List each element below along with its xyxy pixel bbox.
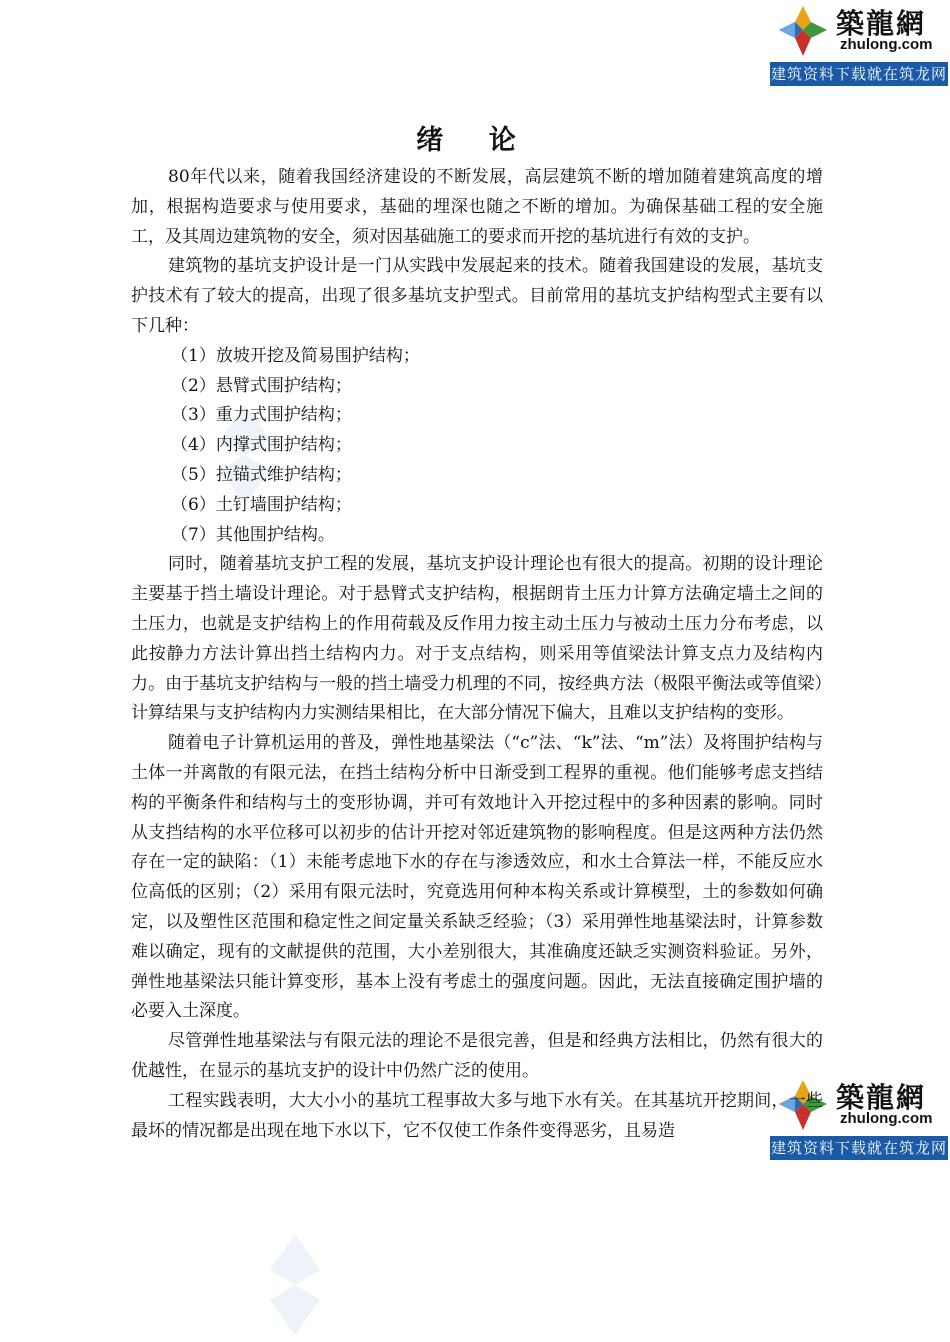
page-title: 绪 论: [416, 125, 534, 156]
document-body: [131, 163, 823, 1146]
paragraph: 80年代以来，随着我国经济建设的不断发展，高层建筑不断的增加随着建筑高度的增加，根据构造要求与使用要求，基础的埋深也随之不断的增加。为确保基础工程的安全施工，及其周边建筑物的安全，须对因基础施工的要求而开挖的基坑进行有效的支护。: [131, 167, 823, 247]
list-item: （7）其他围护结构。: [171, 524, 335, 545]
list-item: （1）放坡开挖及简易围护结构；: [171, 345, 420, 366]
list-item: （5）拉锚式维护结构；: [171, 464, 352, 485]
paragraph: 工程实践表明，大大小小的基坑工程事故大多与地下水有关。在其基坑开挖期间，一些最坏的情况都是出现在地下水以下，它不仅使工作条件变得恶劣，且易造: [131, 1090, 823, 1141]
list-item: （4）内撑式围护结构；: [171, 435, 352, 456]
watermark-logo: [240, 1230, 350, 1340]
zhulong-logo-top[interactable]: [770, 0, 948, 88]
list-item: （6）土钉墙围护结构；: [171, 494, 352, 515]
paragraph: 随着电子计算机运用的普及，弹性地基梁法（“c”法、“k”法、“m”法）及将围护结构与土体一并离散的有限元法，在挡土结构分析中日渐受到工程界的重视。他们能够考虑支挡结构的平衡条件和结构与土的变形协调，并可有效地计入开挖过程中的多种因素的影响。同时从支挡结构的水平位移可以初步的估计开挖对邻近建筑物的影响程度。但是这两种方法仍然存在一定的缺陷：（1）未能考虑地下水的存在与渗透效应，和水土合算法一样，不能反应水位高低的区别；（2）采用有限元法时，究竟选用何种本构关系或计算模型，土的参数如何确定，以及塑性区范围和稳定性之间定量关系缺乏经验；（3）采用弹性地基梁法时，计算参数难以确定，现有的文献提供的范围，大小差别很大，其准确度还缺乏实测资料验证。另外，弹性地基梁法只能计算变形，基本上没有考虑土的强度问题。因此，无法直接确定围护墙的必要入土深度。: [131, 733, 823, 1022]
logo-slogan: 建筑资料下载就在筑龙网: [770, 1136, 948, 1160]
logo-domain: zhulong.com: [840, 1110, 933, 1127]
list-item: （3）重力式围护结构；: [171, 405, 352, 426]
logo-cn-name: 築龍網: [836, 7, 927, 40]
list-item: （2）悬臂式围护结构；: [171, 375, 352, 396]
zhulong-logo-icon: [774, 4, 832, 58]
paragraph: 建筑物的基坑支护设计是一门从实践中发展起来的技术。随着我国建设的发展，基坑支护技术有了较大的提高，出现了很多基坑支护型式。目前常用的基坑支护结构型式主要有以下几种：: [131, 256, 823, 336]
logo-slogan: 建筑资料下载就在筑龙网: [770, 62, 948, 86]
logo-domain: zhulong.com: [840, 36, 933, 53]
logo-cn-name: 築龍網: [836, 1081, 927, 1114]
paragraph: 同时，随着基坑支护工程的发展，基坑支护设计理论也有很大的提高。初期的设计理论主要基于挡土墙设计理论。对于悬臂式支护结构，根据朗肯土压力计算方法确定墙土之间的土压力，也就是支护结构上的作用荷载及反作用力按主动土压力与被动土压力分布考虑，以此按静力方法计算出挡土结构内力。对于支点结构，则采用等值梁法计算支点力及结构内力。由于基坑支护结构与一般的挡土墙受力机理的不同，按经典方法（极限平衡法或等值梁）计算结果与支护结构内力实测结果相比，在大部分情况下偏大，且难以支护结构的变形。: [131, 554, 823, 724]
paragraph: 尽管弹性地基梁法与有限元法的理论不是很完善，但是和经典方法相比，仍然有很大的优越性，在显示的基坑支护的设计中仍然广泛的使用。: [131, 1031, 823, 1081]
